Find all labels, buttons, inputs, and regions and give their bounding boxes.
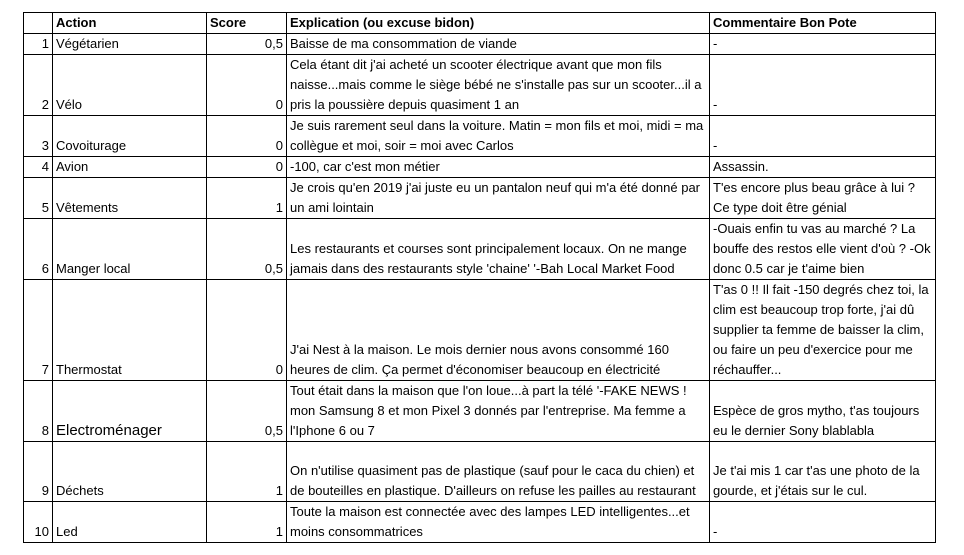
table-row [24,381,936,442]
explication-cell[interactable]: Je crois qu'en 2019 j'ai juste eu un pantalon neuf qui m'a été donné par un ami lointain [287,178,710,219]
table-row [24,55,936,116]
explication-cell[interactable]: -100, car c'est mon métier [287,157,710,178]
commentaire-cell[interactable]: T'es encore plus beau grâce à lui ? Ce type doit être génial [710,178,936,219]
row-number[interactable]: 10 [24,502,53,543]
header-score[interactable]: Score [207,13,287,34]
spreadsheet-table [23,12,936,543]
score-cell[interactable]: 0 [207,157,287,178]
action-cell[interactable]: Vêtements [53,178,207,219]
score-cell[interactable]: 0 [207,55,287,116]
row-number[interactable]: 7 [24,280,53,381]
commentaire-cell[interactable]: T'as 0 !! Il fait -150 degrés chez toi, la clim est beaucoup trop forte, j'ai dû supplier ta femme de baisser la clim, ou faire un peu d'exercice pour me réchauffer... [710,280,936,381]
header-commentaire[interactable]: Commentaire Bon Pote [710,13,936,34]
explication-cell[interactable]: Je suis rarement seul dans la voiture. Matin = mon fils et moi, midi = ma collègue et moi, soir = moi avec Carlos [287,116,710,157]
row-number[interactable]: 4 [24,157,53,178]
action-cell[interactable]: Avion [53,157,207,178]
action-cell[interactable]: Végétarien [53,34,207,55]
row-number[interactable]: 6 [24,219,53,280]
action-cell[interactable]: Déchets [53,442,207,502]
score-cell[interactable]: 1 [207,502,287,543]
score-cell[interactable]: 0,5 [207,381,287,442]
explication-cell[interactable]: Toute la maison est connectée avec des lampes LED intelligentes...et moins consommatrices [287,502,710,543]
score-cell[interactable]: 0 [207,280,287,381]
explication-cell[interactable]: Baisse de ma consommation de viande [287,34,710,55]
table-row [24,157,936,178]
row-number[interactable]: 3 [24,116,53,157]
action-cell[interactable]: Electroménager [53,381,207,442]
row-number[interactable]: 5 [24,178,53,219]
action-cell[interactable]: Led [53,502,207,543]
explication-cell[interactable]: On n'utilise quasiment pas de plastique (sauf pour le caca du chien) et de bouteilles en plastique. D'ailleurs on refuse les pailles au restaurant [287,442,710,502]
commentaire-cell[interactable]: - [710,34,936,55]
table-row [24,502,936,543]
action-cell[interactable]: Thermostat [53,280,207,381]
header-explication[interactable]: Explication (ou excuse bidon) [287,13,710,34]
explication-cell[interactable]: J'ai Nest à la maison. Le mois dernier nous avons consommé 160 heures de clim. Ça permet d'économiser beaucoup en électricité [287,280,710,381]
table-row [24,280,936,381]
score-cell[interactable]: 0 [207,116,287,157]
score-cell[interactable]: 1 [207,442,287,502]
table-row [24,116,936,157]
action-cell[interactable]: Covoiturage [53,116,207,157]
table-row [24,219,936,280]
table-row [24,34,936,55]
row-number[interactable]: 9 [24,442,53,502]
table-row [24,442,936,502]
commentaire-cell[interactable]: - [710,55,936,116]
header-action[interactable]: Action [53,13,207,34]
table-row [24,178,936,219]
commentaire-cell[interactable]: - [710,116,936,157]
commentaire-cell[interactable]: Assassin. [710,157,936,178]
action-cell[interactable]: Vélo [53,55,207,116]
explication-cell[interactable]: Les restaurants et courses sont principalement locaux. On ne mange jamais dans des restaurants style 'chaine' '-Bah Local Market Food [287,219,710,280]
commentaire-cell[interactable]: Je t'ai mis 1 car t'as une photo de la gourde, et j'étais sur le cul. [710,442,936,502]
header-index[interactable] [24,13,53,34]
commentaire-cell[interactable]: Espèce de gros mytho, t'as toujours eu le dernier Sony blablabla [710,381,936,442]
row-number[interactable]: 2 [24,55,53,116]
action-cell[interactable]: Manger local [53,219,207,280]
row-number[interactable]: 1 [24,34,53,55]
header-row [24,13,936,34]
commentaire-cell[interactable]: -Ouais enfin tu vas au marché ? La bouffe des restos elle vient d'où ? -Ok donc 0.5 car je t'aime bien [710,219,936,280]
row-number[interactable]: 8 [24,381,53,442]
explication-cell[interactable]: Tout était dans la maison que l'on loue...à part la télé '-FAKE NEWS ! mon Samsung 8 et mon Pixel 3 donnés par l'entreprise. Ma femme a l'Iphone 6 ou 7 [287,381,710,442]
score-cell[interactable]: 1 [207,178,287,219]
explication-cell[interactable]: Cela étant dit j'ai acheté un scooter électrique avant que mon fils naisse...mais comme le siège bébé ne s'installe pas sur un scooter...il a pris la poussière depuis quasiment 1 an [287,55,710,116]
commentaire-cell[interactable]: - [710,502,936,543]
score-cell[interactable]: 0,5 [207,34,287,55]
score-cell[interactable]: 0,5 [207,219,287,280]
